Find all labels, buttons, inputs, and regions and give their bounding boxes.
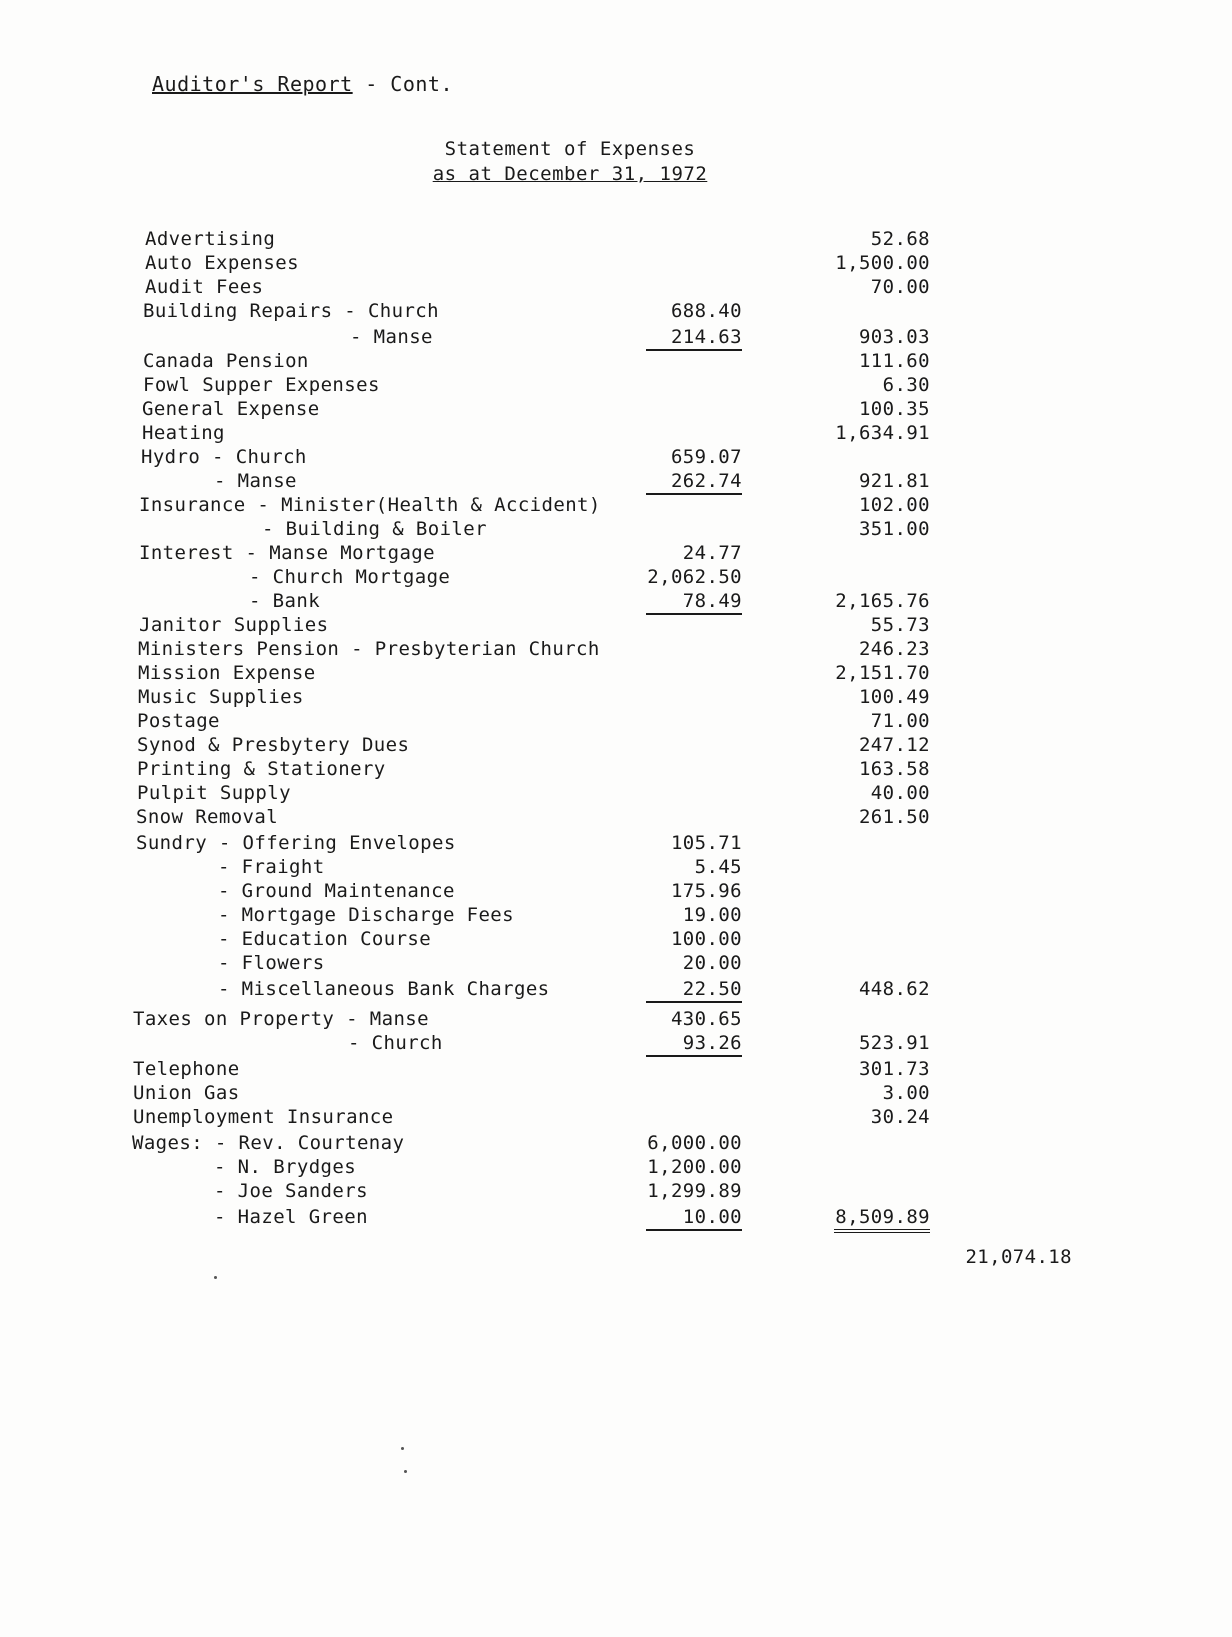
expense-subamount: 5.45 <box>694 856 742 878</box>
expense-total: 30.24 <box>870 1106 930 1128</box>
expense-subamount: 1,299.89 <box>647 1180 742 1202</box>
expense-label: Ministers Pension - Presbyterian Church <box>138 638 600 660</box>
expense-subamount: 688.40 <box>670 300 742 322</box>
expense-total: 1,500.00 <box>835 252 930 274</box>
expense-subamount: 659.07 <box>670 446 742 468</box>
expense-total: 71.00 <box>870 710 930 732</box>
expense-label: Unemployment Insurance <box>133 1106 394 1128</box>
expense-total: 921.81 <box>858 470 930 492</box>
expense-label: Fowl Supper Expenses <box>143 374 380 396</box>
expense-label: Telephone <box>133 1058 240 1080</box>
expense-row <box>0 686 1232 710</box>
expense-label: Audit Fees <box>145 276 264 298</box>
expense-subamount: 22.50 <box>646 978 742 1003</box>
expense-row <box>0 1180 1232 1204</box>
expense-row <box>0 1082 1232 1106</box>
expense-label: Snow Removal <box>136 806 279 828</box>
expense-subamount: 19.00 <box>682 904 742 926</box>
expense-row <box>0 542 1232 566</box>
grand-total: 21,074.18 <box>965 1246 1072 1268</box>
expense-label: - Miscellaneous Bank Charges <box>218 978 550 1000</box>
expense-label: Pulpit Supply <box>137 782 291 804</box>
expense-subamount: 100.00 <box>670 928 742 950</box>
expense-row <box>0 446 1232 470</box>
expense-total: 100.49 <box>858 686 930 708</box>
expense-total: 246.23 <box>858 638 930 660</box>
expense-total: 55.73 <box>870 614 930 636</box>
expense-label: - N. Brydges <box>214 1156 357 1178</box>
expense-row <box>0 638 1232 662</box>
expense-row <box>0 928 1232 952</box>
speck <box>404 1470 407 1473</box>
expense-label: Insurance - Minister(Health & Accident) <box>139 494 601 516</box>
expense-subamount: 430.65 <box>670 1008 742 1030</box>
expense-label: Taxes on Property - Manse <box>133 1008 429 1030</box>
expense-subamount: 24.77 <box>682 542 742 564</box>
expense-row <box>0 1008 1232 1032</box>
expense-row <box>0 590 1232 614</box>
expense-total: 2,165.76 <box>835 590 930 612</box>
expense-row <box>0 952 1232 976</box>
expense-row <box>0 566 1232 590</box>
expense-total: 247.12 <box>858 734 930 756</box>
report-title: Auditor's Report <box>152 72 353 96</box>
expense-subamount: 78.49 <box>646 590 742 615</box>
expense-label: - Mortgage Discharge Fees <box>218 904 514 926</box>
expense-row <box>0 806 1232 830</box>
expense-row <box>0 1032 1232 1056</box>
expense-label: Canada Pension <box>143 350 309 372</box>
expense-total: 111.60 <box>858 350 930 372</box>
expense-label: Janitor Supplies <box>139 614 329 636</box>
statement-title: Statement of Expenses <box>444 138 696 160</box>
expense-row <box>0 350 1232 374</box>
expense-label: - Bank <box>249 590 321 612</box>
expense-label: Heating <box>142 422 225 444</box>
expense-subamount: 1,200.00 <box>647 1156 742 1178</box>
expense-row <box>0 1206 1232 1230</box>
expense-subamount: 105.71 <box>670 832 742 854</box>
expense-row <box>0 856 1232 880</box>
expense-total: 163.58 <box>858 758 930 780</box>
expense-row <box>0 734 1232 758</box>
expense-label: Synod & Presbytery Dues <box>137 734 410 756</box>
expense-subamount: 214.63 <box>646 326 742 351</box>
expense-total: 40.00 <box>870 782 930 804</box>
expense-row <box>0 758 1232 782</box>
expense-label: Hydro - Church <box>141 446 307 468</box>
expense-total: 301.73 <box>858 1058 930 1080</box>
expense-label: - Fraight <box>218 856 325 878</box>
expense-subamount: 6,000.00 <box>647 1132 742 1154</box>
expense-row <box>0 1106 1232 1130</box>
expense-total: 1,634.91 <box>835 422 930 444</box>
expense-label: - Ground Maintenance <box>218 880 455 902</box>
expense-label: - Education Course <box>218 928 432 950</box>
expense-row <box>0 614 1232 638</box>
expense-row <box>0 880 1232 904</box>
expense-subamount: 20.00 <box>682 952 742 974</box>
expense-label: Interest - Manse Mortgage <box>139 542 435 564</box>
expense-total: 102.00 <box>858 494 930 516</box>
expense-total: 351.00 <box>858 518 930 540</box>
expense-row <box>0 782 1232 806</box>
expense-total: 903.03 <box>858 326 930 348</box>
expense-subamount: 93.26 <box>646 1032 742 1057</box>
expense-label: - Building & Boiler <box>262 518 487 540</box>
expense-row <box>0 904 1232 928</box>
expense-label: Auto Expenses <box>145 252 299 274</box>
expense-total: 3.00 <box>882 1082 930 1104</box>
expense-row <box>0 398 1232 422</box>
expense-label: - Manse <box>350 326 433 348</box>
expense-label: Wages: - Rev. Courtenay <box>132 1132 405 1154</box>
expense-subamount: 175.96 <box>670 880 742 902</box>
expense-label: Advertising <box>145 228 276 250</box>
expense-total: 52.68 <box>870 228 930 250</box>
expense-total: 100.35 <box>858 398 930 420</box>
expense-total: 70.00 <box>870 276 930 298</box>
expense-label: Printing & Stationery <box>137 758 386 780</box>
expense-label: - Joe Sanders <box>214 1180 368 1202</box>
expense-row <box>0 1132 1232 1156</box>
expense-row <box>0 276 1232 300</box>
expense-label: Mission Expense <box>138 662 316 684</box>
expense-row <box>0 374 1232 398</box>
statement-date-text: as at December 31, 1972 <box>432 163 708 185</box>
expense-row <box>0 978 1232 1002</box>
expense-row <box>0 252 1232 276</box>
expense-label: - Manse <box>214 470 297 492</box>
expense-row <box>0 326 1232 350</box>
expense-label: Building Repairs - Church <box>143 300 439 322</box>
expense-row <box>0 422 1232 446</box>
expense-row <box>0 518 1232 542</box>
expense-row <box>0 228 1232 252</box>
expense-total: 8,509.89 <box>834 1206 930 1233</box>
expense-label: General Expense <box>142 398 320 420</box>
expense-label: Union Gas <box>133 1082 240 1104</box>
expense-row <box>0 832 1232 856</box>
expense-row <box>0 662 1232 686</box>
speck <box>401 1447 404 1450</box>
expense-label: - Church <box>348 1032 443 1054</box>
expense-row <box>0 1058 1232 1082</box>
expense-total: 2,151.70 <box>835 662 930 684</box>
speck <box>214 1276 217 1279</box>
expense-label: Sundry - Offering Envelopes <box>136 832 456 854</box>
expense-subamount: 2,062.50 <box>647 566 742 588</box>
expense-subamount: 10.00 <box>646 1206 742 1231</box>
expense-label: Postage <box>137 710 220 732</box>
expense-row <box>0 494 1232 518</box>
report-title-suffix: - Cont. <box>352 72 453 96</box>
expense-row <box>0 300 1232 324</box>
expense-total: 523.91 <box>858 1032 930 1054</box>
expense-total: 261.50 <box>858 806 930 828</box>
expense-subamount: 262.74 <box>646 470 742 495</box>
expense-label: - Church Mortgage <box>249 566 451 588</box>
expense-total: 6.30 <box>882 374 930 396</box>
expense-total: 448.62 <box>858 978 930 1000</box>
expense-label: - Flowers <box>218 952 325 974</box>
expense-label: - Hazel Green <box>214 1206 368 1228</box>
expense-row <box>0 710 1232 734</box>
expense-label: Music Supplies <box>138 686 304 708</box>
expense-row <box>0 470 1232 494</box>
expense-row <box>0 1156 1232 1180</box>
